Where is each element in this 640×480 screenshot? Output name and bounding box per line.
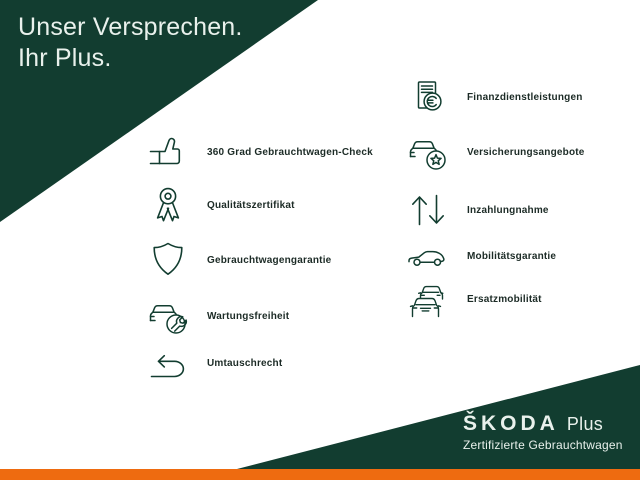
promo-item-maintenance-free [146,294,289,338]
arrows-up-down-icon [406,188,450,232]
rosette-icon [146,183,190,227]
thumbs-up-icon [146,130,190,174]
invoice-euro-icon [406,75,450,119]
promo-item-insurance-offers [406,130,585,174]
promo-item-replacement-mobility [406,277,542,321]
promo-item-trade-in [406,188,549,232]
headline-line-1: Unser Versprechen. [18,13,243,41]
logo-tagline: Zertifizierte Gebrauchtwagen [463,438,623,452]
promo-item-quality-certificate [146,183,295,227]
skoda-wordmark: ŠKODA [463,412,559,435]
car-star-icon [406,130,450,174]
car-side-icon [406,234,450,278]
return-arrow-icon [146,341,190,385]
item-label: Versicherungsangebote [467,146,585,158]
item-label: Ersatzmobilität [467,293,542,305]
skoda-plus-logo [463,412,623,452]
two-cars-icon [406,277,450,321]
promo-item-mobility-warranty [406,234,556,278]
shield-icon [146,238,190,282]
headline-line-2: Ihr Plus. [18,44,112,72]
item-label: Gebrauchtwagengarantie [207,254,332,266]
item-label: Mobilitätsgarantie [467,250,557,262]
car-service-icon [146,294,190,338]
promo-item-used-car-check [146,130,373,174]
item-label: Wartungsfreiheit [207,310,290,322]
promo-item-exchange-right [146,341,282,385]
item-label: Finanzdienstleistungen [467,91,583,103]
item-label: Qualitätszertifikat [207,199,295,211]
plus-label: Plus [566,414,604,434]
promo-item-used-car-warranty [146,238,331,282]
headline [18,12,243,74]
orange-bar [0,469,640,480]
item-label: 360 Grad Gebrauchtwagen-Check [207,146,373,158]
item-label: Umtauschrecht [207,357,283,369]
item-label: Inzahlungnahme [467,204,549,216]
promo-item-financial-services [406,75,583,119]
logo-wordmark-line [463,412,623,436]
